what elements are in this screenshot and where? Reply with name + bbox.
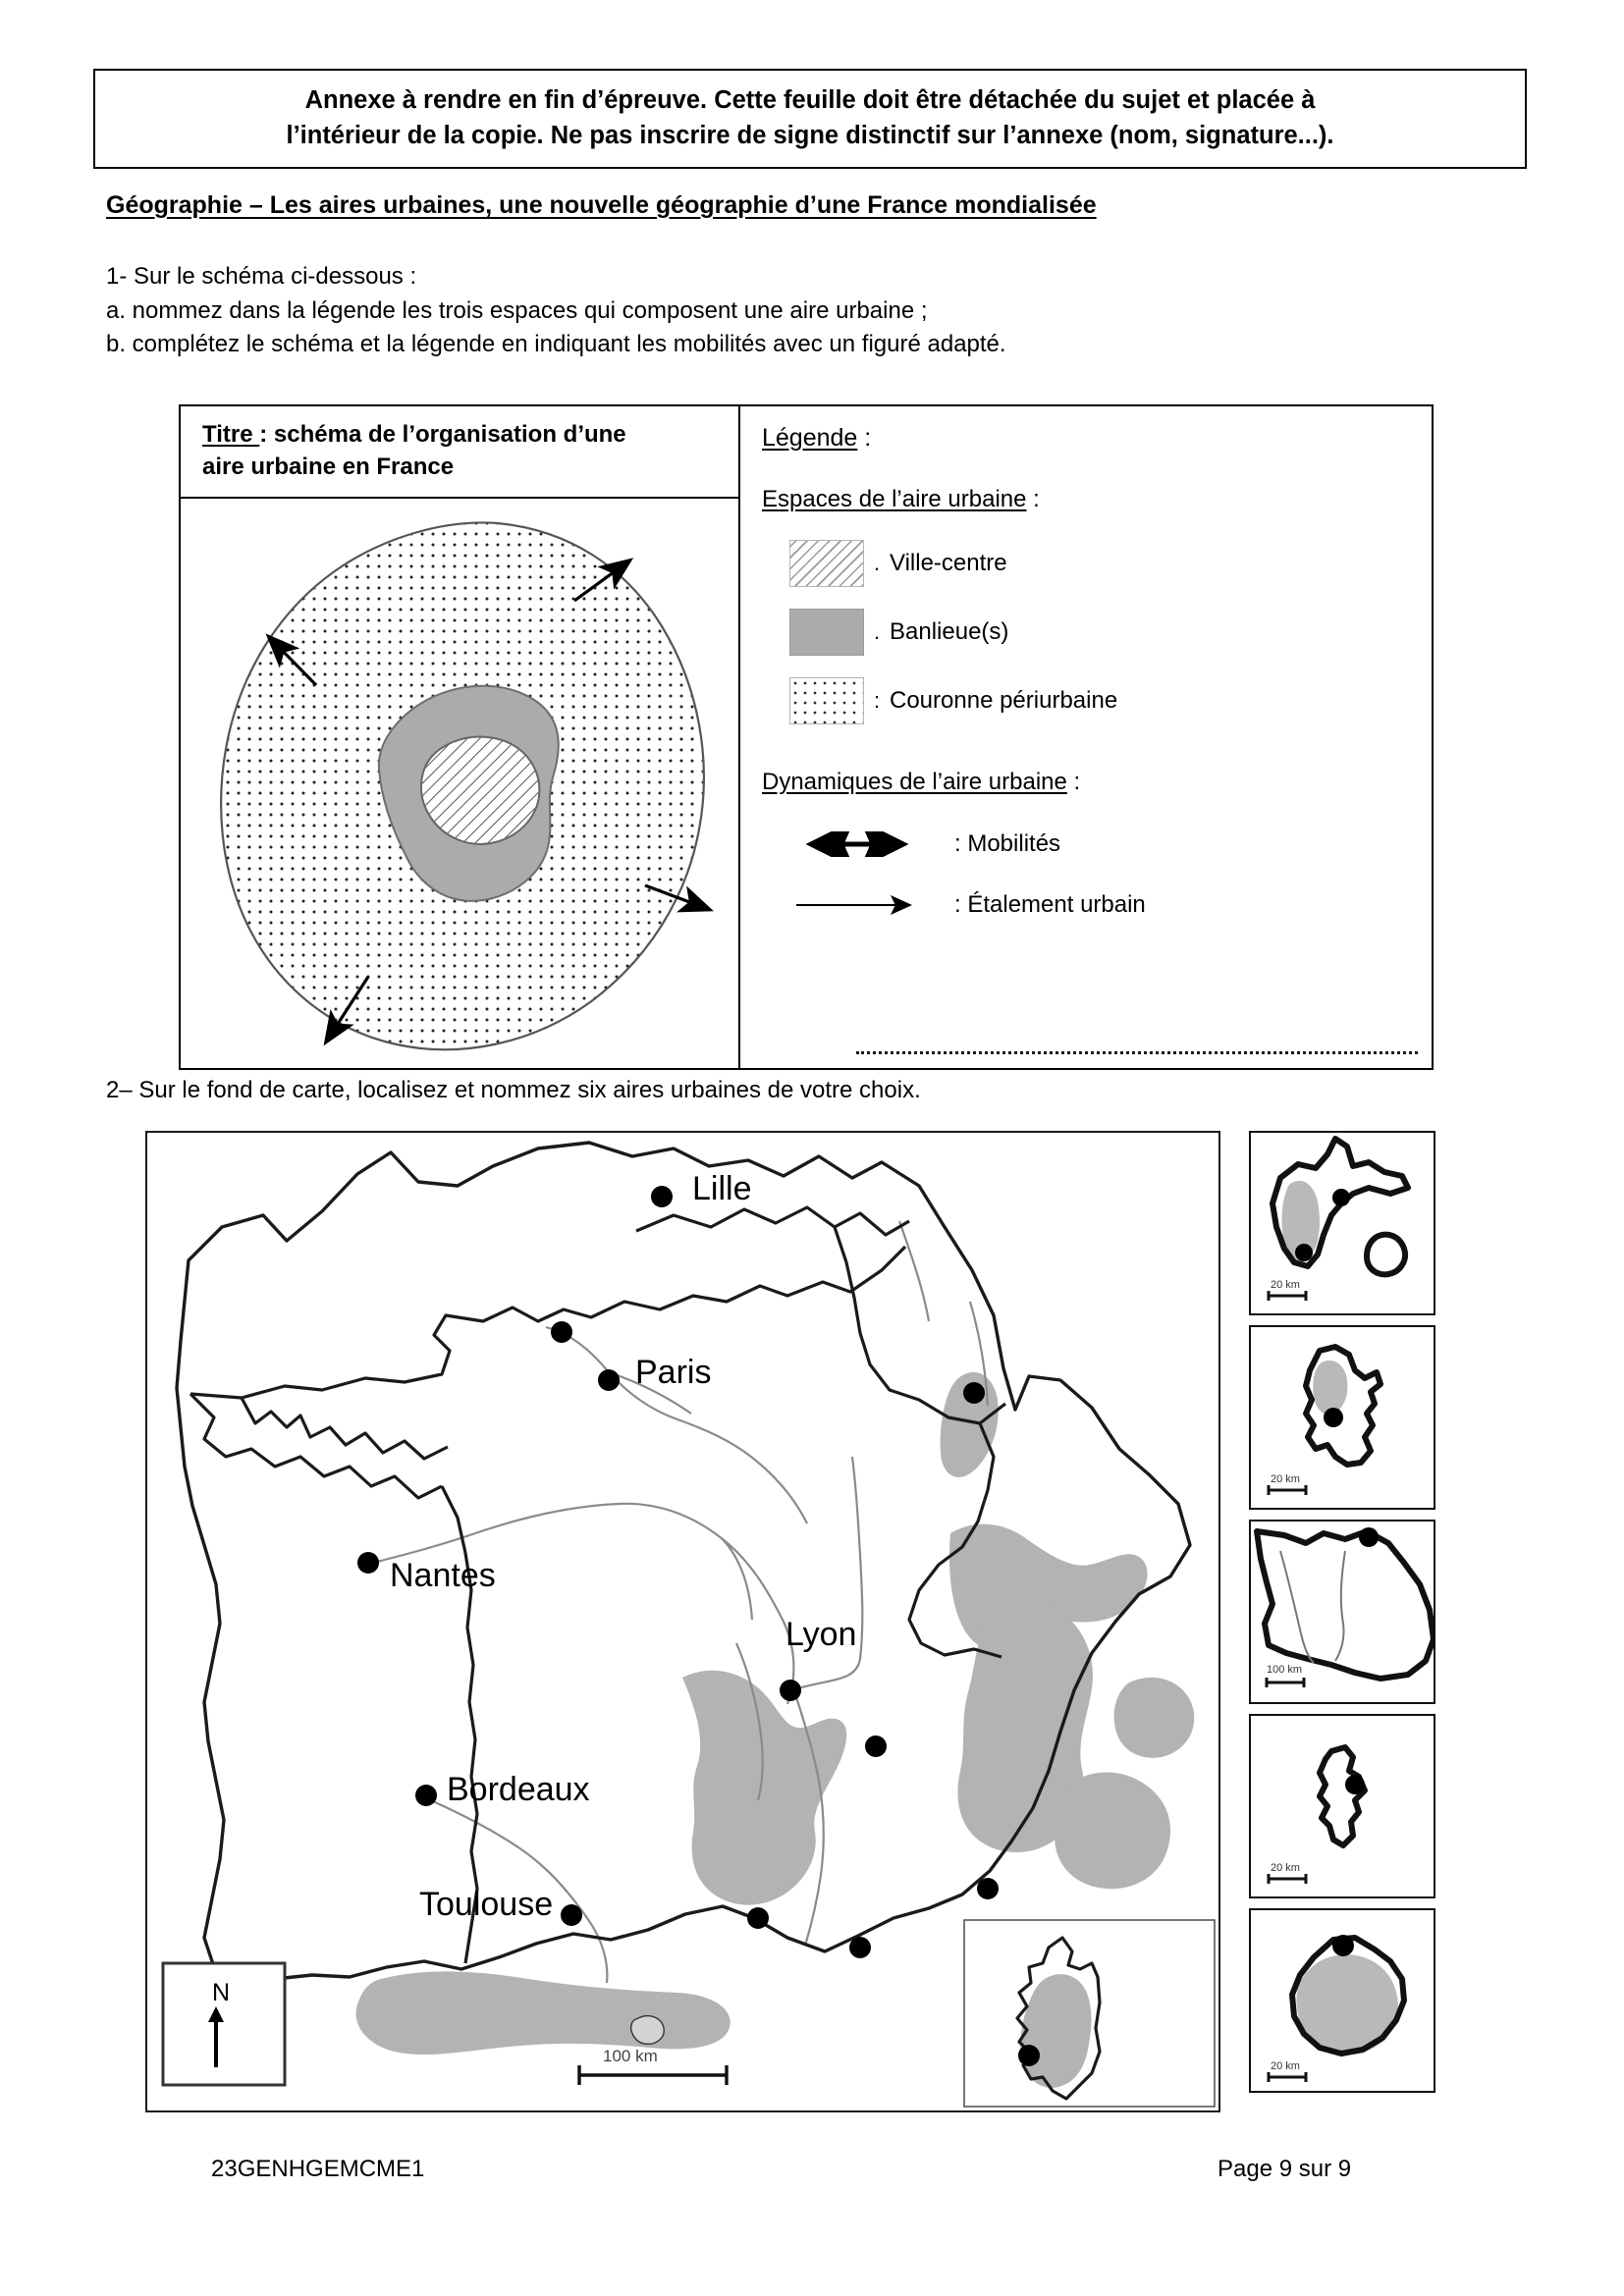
guyane-scale-bar [1267,1664,1304,1687]
mayotte-scale-bar [1269,1862,1306,1884]
schema-title-label: Titre [202,421,260,448]
guyane-inset [1249,1520,1435,1704]
double-headed-arrow-icon [784,831,931,857]
map-scale-label: 100 km [603,2047,658,2065]
legend-item-banlieue [762,598,1432,667]
guadeloupe-inset [1249,1131,1435,1315]
question-1-block [106,260,1402,362]
city-label-lille: Lille [692,1170,752,1207]
north-arrow-box [163,1963,285,2085]
footer-exam-code: 23GENHGEMCME1 [211,2156,425,2182]
france-map-box [145,1131,1220,2112]
schema-legend-box [179,404,1434,1070]
city-dot-unlabelled [551,1321,572,1343]
notice-line-2: l’intérieur de la copie. Ne pas inscrire de signe distinctif sur l’annexe (nom, signature...). [286,122,1334,150]
map-scale-bar [579,2047,727,2085]
legend-item-2-fill-line [856,1051,1418,1054]
city-dot-nantes [357,1552,379,1574]
guyane-river-2 [1335,1551,1345,1661]
legend-arrow-1-label: : Étalement urbain [954,891,1146,918]
legend-arrow-0-label: : Mobilités [954,830,1061,857]
coast-brittany-normandy [190,1247,905,1398]
mayotte-outline [1320,1747,1365,1845]
page-title: Géographie – Les aires urbaines, une nouvelle géographie d’une France mondialisée [106,191,1097,219]
legend-item-0-label: Ville-centre [890,550,1007,576]
legend-dynamiques-label: Dynamiques de l’aire urbaine [762,769,1067,795]
city-dot-unlabelled [963,1382,985,1404]
guadeloupe-city-dot-2 [1295,1244,1313,1261]
city-markers [357,1170,1018,2063]
question-1-item-b: b. complétez le schéma et la légende en indiquant les mobilités avec un figuré adapté. [106,331,1006,358]
martinique-inset [1249,1325,1435,1510]
dotted-swatch [789,677,864,724]
city-dot-lyon [780,1680,801,1701]
schema-title [181,406,738,499]
legend-item-mobilites [762,814,1432,875]
legend-item-1-colon: . [873,619,881,644]
legend-panel [740,406,1432,1068]
legend-subheading-espaces [762,486,1432,513]
martinique-scale-bar [1269,1473,1306,1495]
legend-item-couronne-periurbaine [762,667,1432,735]
legend-heading-colon: : [857,424,872,452]
urban-area-diagram-svg [181,499,738,1068]
coast-cotentin [242,1398,448,1459]
france-map-svg [147,1133,1218,2110]
relief-cote-azur [1114,1678,1195,1758]
guadeloupe-scale-label: 20 km [1271,1279,1300,1291]
city-label-toulouse: Toulouse [419,1886,554,1923]
city-label-lyon: Lyon [785,1616,857,1653]
mayotte-city-dot [1345,1775,1365,1794]
city-dot-lille [651,1186,673,1207]
reunion-inset [1249,1908,1435,2093]
martinique-relief [1313,1361,1347,1415]
marie-galante-outline [1367,1235,1405,1275]
relief-provence [1055,1772,1170,1889]
annexe-notice-box [93,69,1527,169]
legend-panel-container [740,406,1432,1068]
question-2-text: 2– Sur le fond de carte, localisez et nommez six aires urbaines de votre choix. [106,1077,921,1103]
guadeloupe-city-dot-1 [1332,1189,1350,1206]
question-1-intro: 1- Sur le schéma ci-dessous : [106,263,417,290]
legend-item-2-label: Couronne périurbaine [890,687,1118,714]
rivers [365,1221,988,1983]
city-label-paris: Paris [635,1354,712,1391]
city-dot-unlabelled [849,1937,871,1958]
notice-line-1: Annexe à rendre en fin d’épreuve. Cette feuille doit être détachée du sujet et placée à [304,86,1316,114]
schema-panel [181,406,740,1068]
mayotte-scale-label: 20 km [1271,1862,1300,1874]
legend-item-2-colon: : [873,688,881,713]
ville-centre-zone [421,737,539,844]
legend-heading-label: Légende [762,424,858,452]
city-label-bordeaux: Bordeaux [447,1771,590,1808]
guyane-city-dot [1359,1527,1379,1547]
city-dot-paris [598,1369,620,1391]
legend-item-1-label: Banlieue(s) [890,618,1009,645]
river-meuse [899,1221,929,1321]
footer-page-number: Page 9 sur 9 [1218,2156,1352,2182]
reunion-scale-bar [1269,2060,1306,2082]
schema-title-line2: aire urbaine en France [202,454,455,481]
reunion-scale-label: 20 km [1271,2060,1300,2072]
guyane-scale-label: 100 km [1267,1664,1303,1676]
coast-detail [190,1207,1005,1963]
reunion-city-dot [1332,1935,1354,1956]
legend-dynamiques-colon: : [1066,769,1081,795]
river-saone [797,1457,862,1688]
urban-area-diagram [181,499,738,1068]
guyane-river [1280,1551,1314,1663]
martinique-scale-label: 20 km [1271,1473,1300,1485]
legend-heading [762,424,1432,453]
legend-espaces-colon: : [1026,486,1040,512]
mayotte-inset [1249,1714,1435,1898]
legend-item-0-colon: . [873,551,881,575]
hatched-swatch [789,540,864,587]
overseas-insets-column [1249,1131,1435,2103]
martinique-city-dot [1324,1408,1343,1427]
city-dot-unlabelled [865,1735,887,1757]
north-border-belgium [636,1207,909,1235]
legend-espaces-label: Espaces de l’aire urbaine [762,486,1027,512]
city-dot-unlabelled [977,1878,999,1899]
coast-brittany-tip [190,1394,442,1498]
corsica-inset [964,1920,1215,2107]
city-dot-unlabelled [747,1907,769,1929]
city-dot-bordeaux [415,1785,437,1806]
schema-title-rest: : schéma de l’organisation d’une [259,421,626,448]
city-label-nantes: Nantes [390,1557,496,1594]
legend-subheading-dynamiques [762,769,1432,796]
corsica-city-dot [1018,2045,1040,2066]
single-headed-arrow-icon [784,894,931,916]
north-arrow-label: N [212,1979,231,2006]
legend-item-ville-centre [762,529,1432,598]
legend-item-etalement-urbain [762,875,1432,935]
question-1-item-a: a. nommez dans la légende les trois espaces qui composent une aire urbaine ; [106,296,928,324]
relief-pyrenees [356,1971,731,2055]
solid-gray-swatch [789,609,864,656]
guadeloupe-scale-bar [1269,1279,1306,1301]
city-dot-toulouse [561,1904,582,1926]
relief-pyrenees-spot [631,2016,665,2045]
